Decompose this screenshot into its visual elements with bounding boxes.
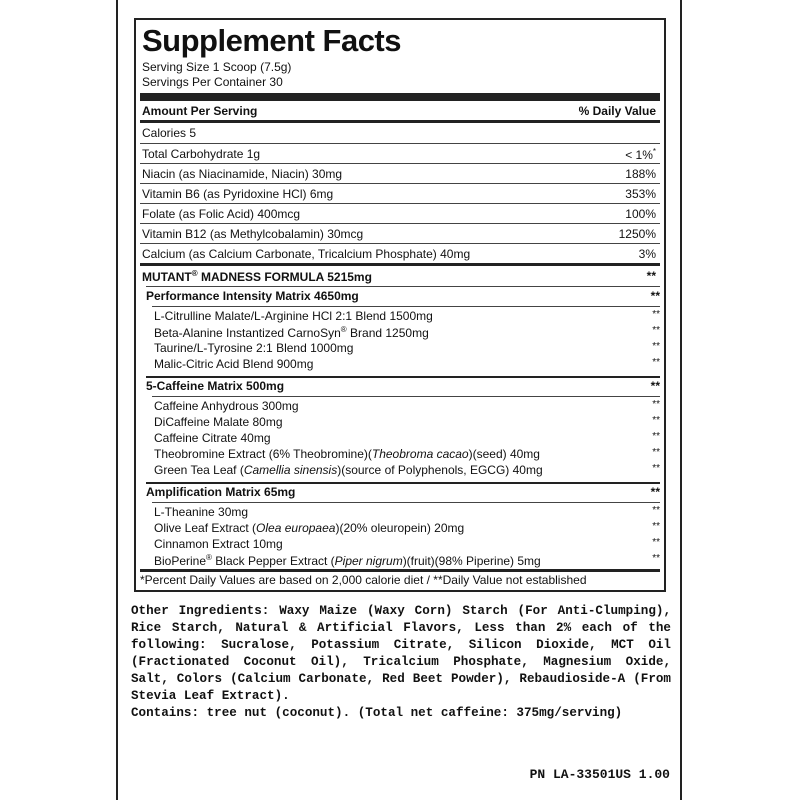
allergen-statement: Contains: tree nut (coconut). (Total net caffeine: 375mg/serving) — [131, 706, 623, 720]
ingredient-row — [154, 357, 660, 372]
footnote-divider — [140, 569, 660, 572]
ingredient-dv: ** — [652, 537, 660, 548]
ingredient-row — [154, 415, 660, 430]
ingredient-row — [154, 325, 660, 340]
ingredient-dv: ** — [652, 415, 660, 426]
ingredient-name: Caffeine Citrate 40mg — [154, 431, 271, 445]
servings-per-container: Servings Per Container 30 — [142, 75, 283, 89]
nutrient-row — [140, 123, 660, 143]
matrix-name: 5-Caffeine Matrix 500mg — [146, 379, 285, 393]
daily-value-header: % Daily Value — [578, 104, 656, 118]
nutrient-name: Calories 5 — [142, 126, 197, 140]
ingredient-row — [154, 399, 660, 414]
ingredient-row — [154, 505, 660, 520]
formula-name: MUTANT® MADNESS FORMULA 5215mg — [142, 269, 372, 284]
nutrient-row — [140, 183, 660, 204]
supplement-facts-panel — [134, 18, 666, 592]
ingredient-row — [154, 431, 660, 446]
nutrient-name: Vitamin B6 (as Pyridoxine HCl) 6mg — [142, 187, 334, 201]
ingredient-dv: ** — [652, 447, 660, 458]
nutrient-name: Total Carbohydrate 1g — [142, 147, 261, 161]
ingredient-name: Caffeine Anhydrous 300mg — [154, 399, 299, 413]
ingredient-name: DiCaffeine Malate 80mg — [154, 415, 283, 429]
matrix-dv: ** — [650, 485, 660, 499]
matrix-heading — [146, 287, 660, 305]
ingredient-name: Malic-Citric Acid Blend 900mg — [154, 357, 314, 371]
ingredient-dv: ** — [652, 357, 660, 368]
ingredient-name: Theobromine Extract (6% Theobromine)(Theobroma cacao)(seed) 40mg — [154, 447, 540, 461]
nutrient-row — [140, 223, 660, 244]
ingredient-dv: ** — [652, 505, 660, 516]
nutrient-row — [140, 163, 660, 184]
ingredient-name: L-Citrulline Malate/L-Arginine HCl 2:1 Blend 1500mg — [154, 309, 433, 323]
nutrient-dv: < 1%* — [625, 147, 656, 162]
nutrient-dv: 188% — [625, 167, 656, 181]
ingredient-dv: ** — [652, 399, 660, 410]
matrix-name: Amplification Matrix 65mg — [146, 485, 296, 499]
ingredient-name: BioPerine® Black Pepper Extract (Piper nigrum)(fruit)(98% Piperine) 5mg — [154, 553, 541, 568]
matrix-name: Performance Intensity Matrix 4650mg — [146, 289, 359, 303]
ingredient-name: Taurine/L-Tyrosine 2:1 Blend 1000mg — [154, 341, 354, 355]
serving-size: Serving Size 1 Scoop (7.5g) — [142, 60, 292, 74]
matrix-heading — [146, 377, 660, 395]
ingredient-row — [154, 521, 660, 536]
formula-row — [140, 266, 660, 286]
matrix-dv: ** — [650, 379, 660, 393]
matrix-dv: ** — [650, 289, 660, 303]
nutrient-name: Folate (as Folic Acid) 400mcg — [142, 207, 301, 221]
other-ingredients: Other Ingredients: Waxy Maize (Waxy Corn) Starch (For Anti-Clumping), Rice Starch, Natural & Artificial Flavors, Less than 2% each of the following: Sucralose, Potassium Citrate, Silicon Dioxide, MCT Oil (Fractionated Coconut Oil), Tricalcium Phosphate, Magnesium Oxide, Salt, Colors (Calcium Carbonate, Red Beet Powder), Rebaudioside-A (From Stevia Leaf Extract). — [131, 604, 671, 703]
ingredient-name: Beta-Alanine Instantized CarnoSyn® Brand 1250mg — [154, 325, 429, 340]
ingredient-name: Olive Leaf Extract (Olea europaea)(20% oleuropein) 20mg — [154, 521, 465, 535]
matrix-divider — [152, 306, 660, 307]
nutrient-name: Niacin (as Niacinamide, Niacin) 30mg — [142, 167, 343, 181]
ingredient-row — [154, 553, 660, 568]
nutrient-dv: 1250% — [618, 227, 656, 241]
ingredient-dv: ** — [652, 431, 660, 442]
amount-header: Amount Per Serving — [142, 104, 258, 118]
ingredient-row — [154, 341, 660, 356]
ingredient-row — [154, 463, 660, 478]
ingredient-name: Cinnamon Extract 10mg — [154, 537, 283, 551]
nutrient-row — [140, 143, 660, 164]
nutrient-dv: 3% — [638, 247, 656, 261]
nutrient-name: Calcium (as Calcium Carbonate, Tricalcium Phosphate) 40mg — [142, 247, 471, 261]
other-ingredients-block — [131, 603, 671, 722]
ingredient-row — [154, 447, 660, 462]
matrix-divider — [152, 396, 660, 397]
ingredient-dv: ** — [652, 463, 660, 474]
ingredient-dv: ** — [652, 309, 660, 320]
panel-title: Supplement Facts — [142, 23, 401, 58]
ingredient-dv: ** — [652, 553, 660, 564]
nutrient-dv: 100% — [625, 207, 656, 221]
ingredient-dv: ** — [652, 325, 660, 336]
formula-dv: ** — [646, 269, 656, 283]
nutrient-dv: 353% — [625, 187, 656, 201]
footnote: *Percent Daily Values are based on 2,000 calorie diet / **Daily Value not established — [140, 573, 587, 587]
part-number: PN LA-33501US 1.00 — [529, 767, 670, 782]
ingredient-name: L-Theanine 30mg — [154, 505, 249, 519]
ingredient-row — [154, 537, 660, 552]
nutrient-name: Vitamin B12 (as Methylcobalamin) 30mcg — [142, 227, 364, 241]
matrix-heading — [146, 483, 660, 501]
ingredient-dv: ** — [652, 521, 660, 532]
column-header-row — [140, 101, 660, 121]
nutrient-row — [140, 243, 660, 264]
ingredient-row — [154, 309, 660, 324]
ingredient-dv: ** — [652, 341, 660, 352]
matrix-divider — [152, 502, 660, 503]
nutrient-row — [140, 203, 660, 224]
thick-divider — [140, 93, 660, 101]
ingredient-name: Green Tea Leaf (Camellia sinensis)(source of Polyphenols, EGCG) 40mg — [154, 463, 543, 477]
